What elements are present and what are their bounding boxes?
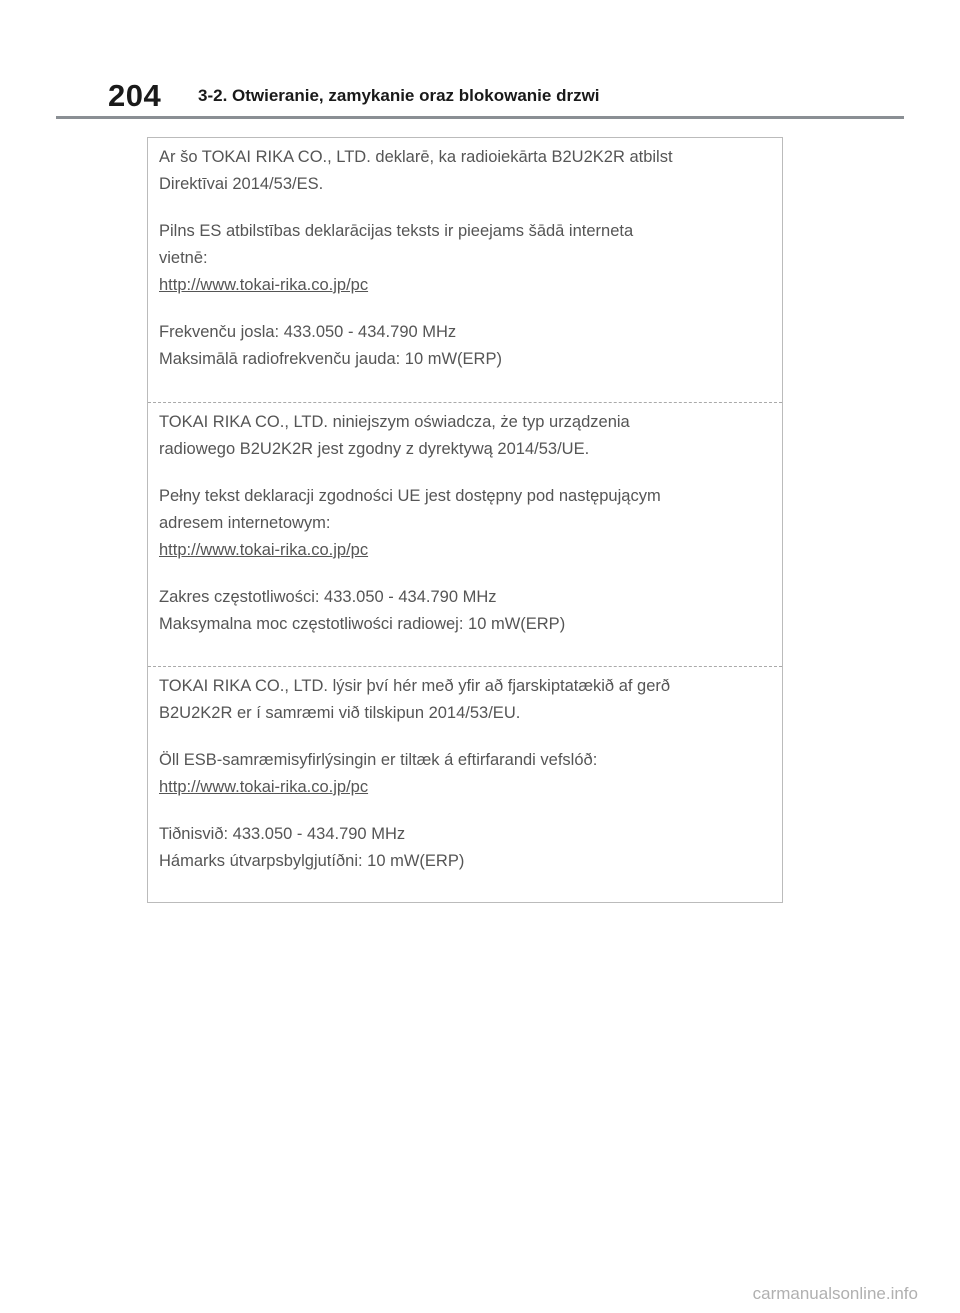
- max-power: Maksimālā radiofrekvenču jauda: 10 mW(ERP): [159, 350, 502, 368]
- declaration-line: Ar šo TOKAI RIKA CO., LTD. deklarē, ka radioiekārta B2U2K2R atbilst: [159, 148, 673, 166]
- declaration-line: B2U2K2R er í samræmi við tilskipun 2014/53/EU.: [159, 704, 521, 722]
- page-header: [108, 78, 600, 114]
- frequency-band: Zakres częstotliwości: 433.050 - 434.790 MHz: [159, 588, 497, 606]
- availability-line: Pełny tekst deklaracji zgodności UE jest dostępny pod następującym: [159, 487, 661, 505]
- frequency-band: Frekvenču josla: 433.050 - 434.790 MHz: [159, 323, 457, 341]
- declaration-url-link[interactable]: http://www.tokai-rika.co.jp/pc: [159, 778, 369, 796]
- declaration-url-link[interactable]: http://www.tokai-rika.co.jp/pc: [159, 276, 369, 294]
- declaration-line: radiowego B2U2K2R jest zgodny z dyrektywą 2014/53/UE.: [159, 440, 590, 458]
- max-power: Maksymalna moc częstotliwości radiowej: 10 mW(ERP): [159, 615, 566, 633]
- availability-line: vietnē:: [159, 249, 208, 267]
- site-watermark: carmanualsonline.info: [752, 1284, 918, 1303]
- max-power: Hámarks útvarpsbylgjutíðni: 10 mW(ERP): [159, 852, 465, 870]
- declaration-section-polish: [148, 402, 782, 666]
- declaration-line: Direktīvai 2014/53/ES.: [159, 175, 324, 193]
- declaration-section-latvian: [148, 138, 782, 402]
- page-number: 204: [108, 78, 162, 113]
- availability-line: adresem internetowym:: [159, 514, 331, 532]
- header-divider: [56, 116, 904, 119]
- declaration-line: TOKAI RIKA CO., LTD. niniejszym oświadcza, że typ urządzenia: [159, 413, 630, 431]
- declaration-line: TOKAI RIKA CO., LTD. lýsir því hér með yfir að fjarskiptatækið af gerð: [159, 677, 671, 695]
- declaration-section-icelandic: [148, 666, 782, 902]
- chapter-title: 3-2. Otwieranie, zamykanie oraz blokowanie drzwi: [198, 86, 600, 105]
- frequency-band: Tiðnisvið: 433.050 - 434.790 MHz: [159, 825, 406, 843]
- declaration-box: [147, 137, 783, 903]
- availability-line: Pilns ES atbilstības deklarācijas teksts ir pieejams šādā interneta: [159, 222, 634, 240]
- declaration-url-link[interactable]: http://www.tokai-rika.co.jp/pc: [159, 541, 369, 559]
- availability-line: Öll ESB-samræmisyfirlýsingin er tiltæk á eftirfarandi vefslóð:: [159, 751, 598, 769]
